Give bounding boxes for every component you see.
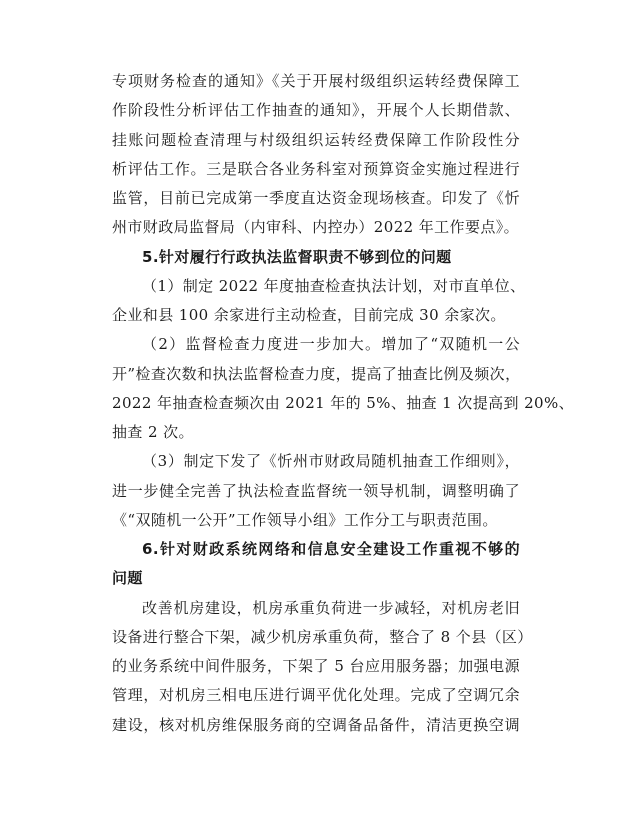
document-body bbox=[112, 67, 575, 740]
section-heading: 6.针对财政系统网络和信息安全建设工作重视不够的 bbox=[142, 540, 520, 558]
paragraph-first-line: （1）制定 2022 年度抽查检查执法计划，对市直单位、 bbox=[142, 276, 526, 295]
paragraph-first-line: 改善机房建设，机房承重负荷进一步减轻，对机房老旧 bbox=[142, 598, 520, 617]
section-heading-continuation: 问题 bbox=[112, 569, 143, 588]
paragraph-line: 进一步健全完善了执法检查监督统一领导机制，调整明确了 bbox=[112, 481, 520, 500]
paragraph-first-line: （2）监督检查力度进一步加大。增加了“双随机一公 bbox=[142, 335, 520, 354]
paragraph-line: 设备进行整合下架，减少机房承重负荷，整合了 8 个县（区） bbox=[112, 627, 533, 646]
paragraph-line: 建设，核对机房维保服务商的空调备品备件，清洁更换空调 bbox=[112, 715, 520, 734]
paragraph-last-line: 企业和县 100 余家进行主动检查，目前完成 30 余家次。 bbox=[112, 306, 506, 324]
paragraph-line: 专项财务检查的通知》《关于开展村级组织运转经费保障工 bbox=[112, 72, 520, 90]
section-heading: 5.针对履行行政执法监督职责不够到位的问题 bbox=[142, 247, 452, 266]
paragraph-line: 监管，目前已完成第一季度直达资金现场核查。印发了《忻 bbox=[112, 189, 520, 207]
paragraph-line: 管理，对机房三相电压进行调平优化处理。完成了空调冗余 bbox=[112, 686, 520, 705]
paragraph-last-line: 《“双随机一公开”工作领导小组》工作分工与职责范围。 bbox=[112, 510, 498, 529]
paragraph-line: 析评估工作。三是联合各业务科室对预算资金实施过程进行 bbox=[112, 159, 520, 178]
paragraph-line: 2022 年抽查检查频次由 2021 年的 5%、抽查 1 次提高到 20%、 bbox=[112, 393, 575, 412]
paragraph-first-line: （3）制定下发了《忻州市财政局随机抽查工作细则》， bbox=[142, 452, 520, 471]
paragraph-line: 开”检查次数和执法监督检查力度，提高了抽查比例及频次， bbox=[112, 364, 521, 383]
paragraph-line: 挂账问题检查清理与村级组织运转经费保障工作阶段性分 bbox=[112, 130, 520, 149]
paragraph-line: 的业务系统中间件服务，下架了 5 台应用服务器；加强电源 bbox=[112, 657, 520, 675]
paragraph-last-line: 州市财政局监督局（内审科、内控办）2022 年工作要点》。 bbox=[112, 218, 520, 237]
paragraph-line: 作阶段性分析评估工作抽查的通知》，开展个人长期借款、 bbox=[112, 101, 520, 120]
paragraph-last-line: 抽查 2 次。 bbox=[112, 423, 194, 441]
